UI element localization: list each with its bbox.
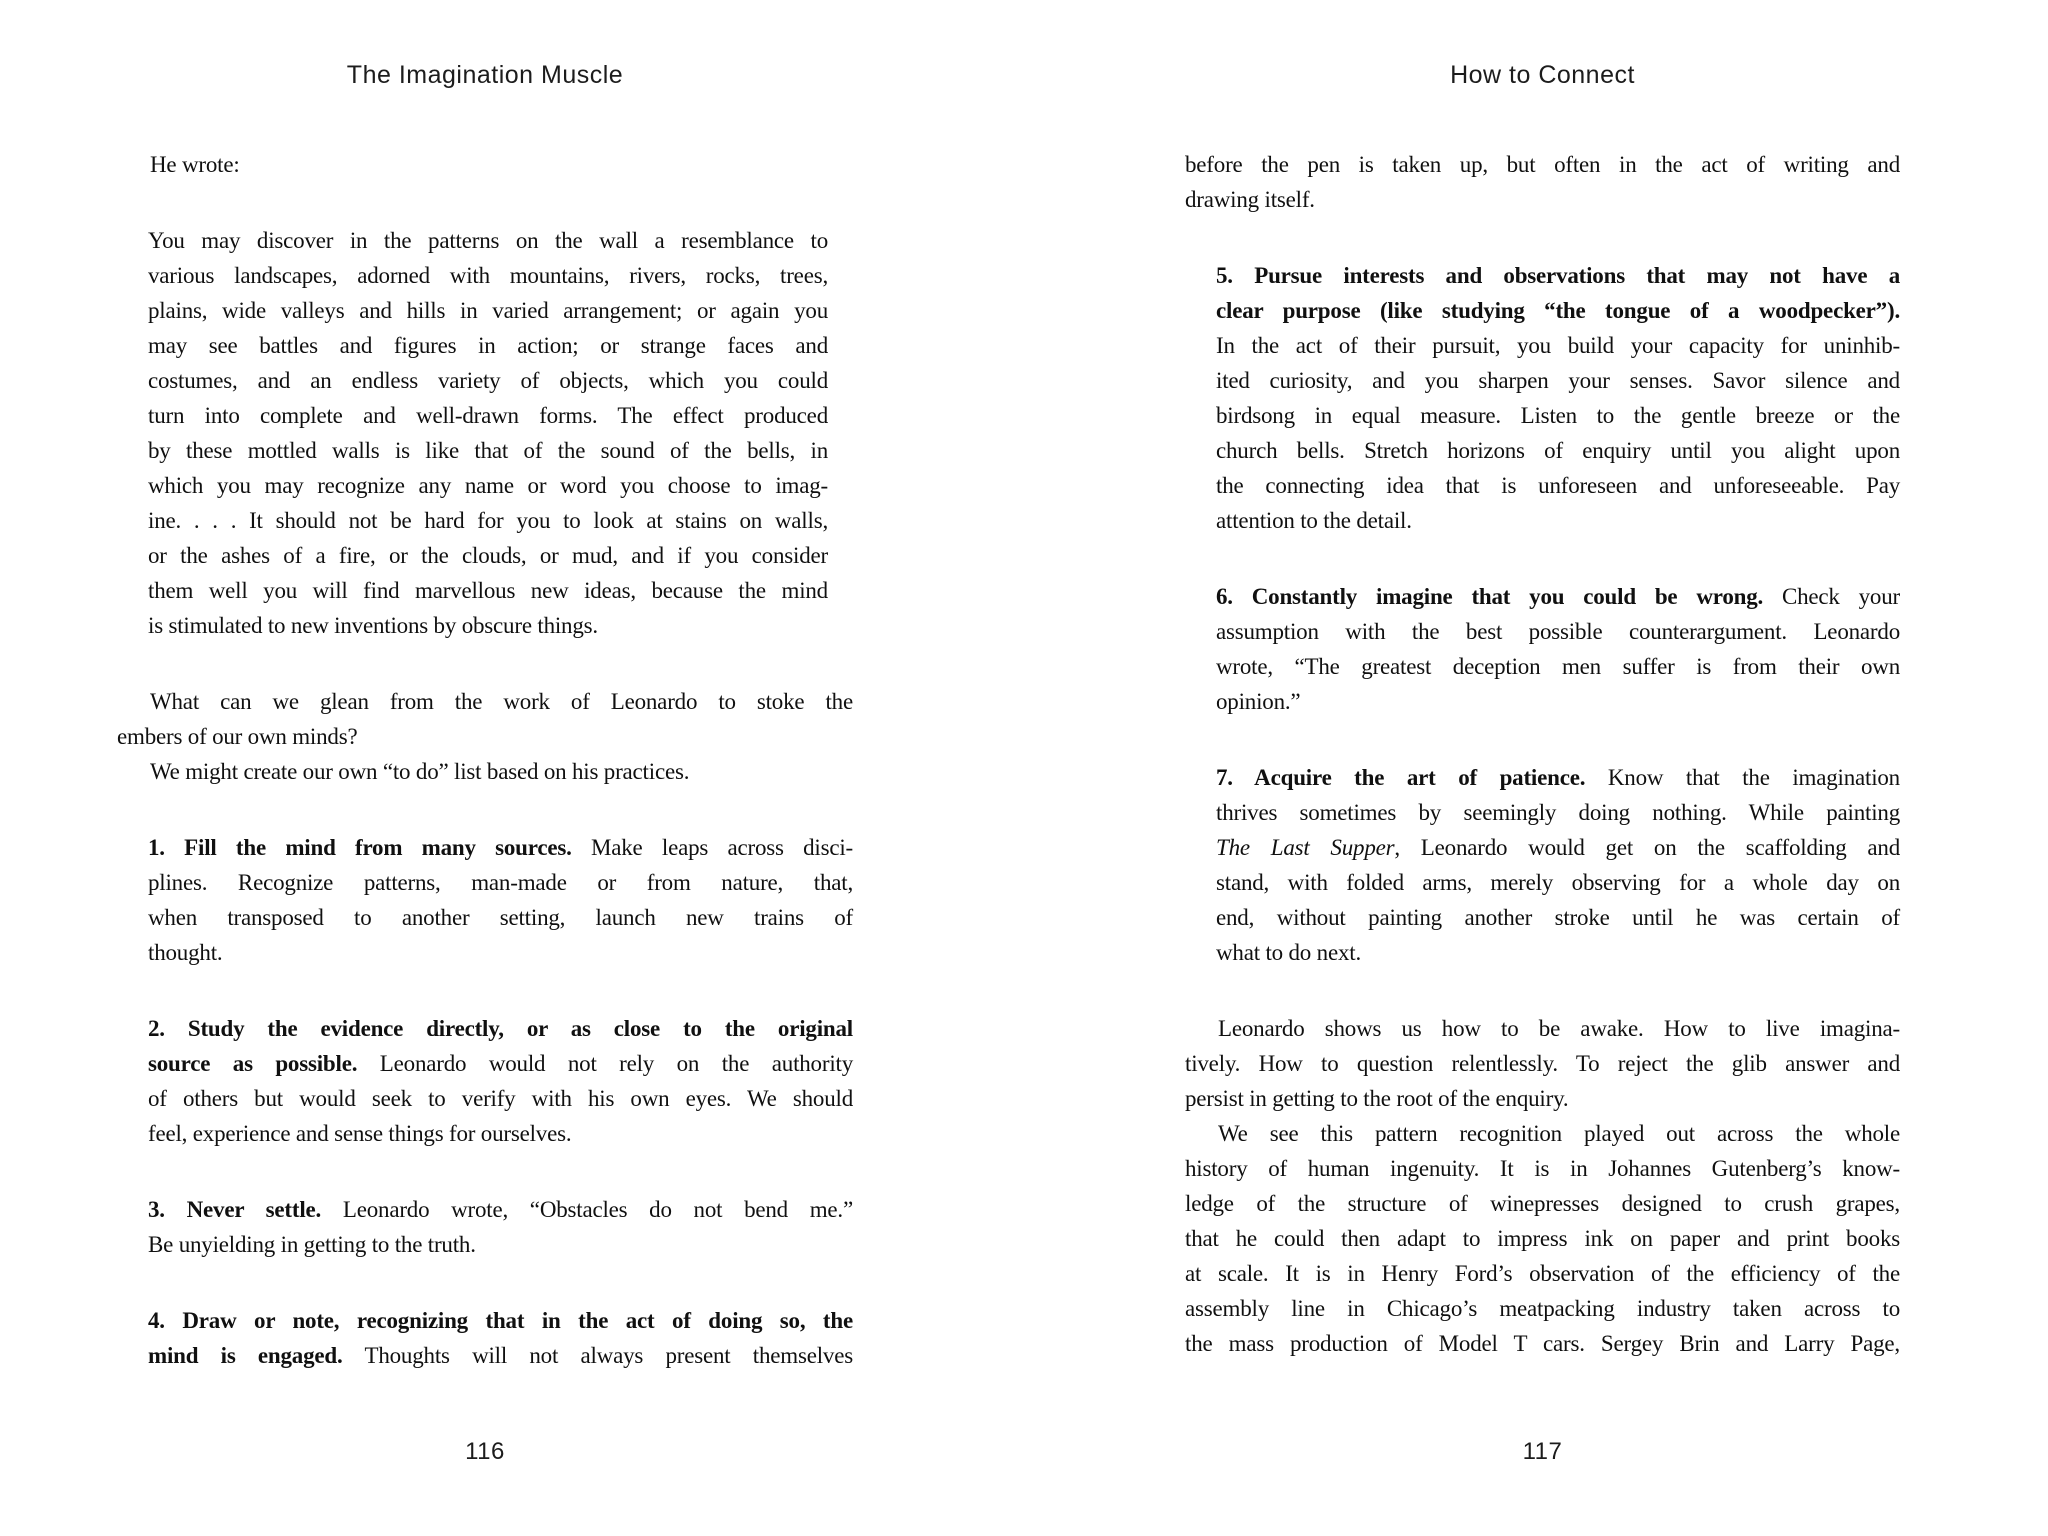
text-line	[148, 433, 828, 468]
text-line	[1216, 398, 1900, 433]
text-line	[148, 573, 828, 608]
text-line	[1185, 1151, 1900, 1186]
text-line	[148, 398, 828, 433]
text-line	[1216, 795, 1900, 830]
body-text: costumes, and an endless variety of objects, which you could	[148, 368, 828, 393]
text-line	[148, 1081, 853, 1116]
text-line	[117, 684, 853, 719]
body-text: We see this pattern recognition played out across the whole	[1218, 1121, 1900, 1146]
text-line	[1216, 503, 1900, 538]
body-text: plines. Recognize patterns, man-made or from nature, that,	[148, 870, 853, 895]
text-line	[1185, 1081, 1900, 1116]
page-number-right: 117	[1522, 1438, 1563, 1465]
text-line	[1216, 433, 1900, 468]
numbered-item	[148, 1303, 853, 1373]
body-text: Check your	[1763, 584, 1900, 609]
text-line	[1185, 1221, 1900, 1256]
text-line	[1216, 649, 1900, 684]
body-text: We might create our own “to do” list based on his practices.	[150, 759, 690, 784]
text-line	[1216, 935, 1900, 970]
body-text: history of human ingenuity. It is in Johannes Gutenberg’s know-	[1185, 1156, 1900, 1181]
numbered-item	[1216, 258, 1900, 538]
text-line	[1216, 363, 1900, 398]
paragraph	[1185, 147, 1900, 217]
text-line	[1216, 293, 1900, 328]
body-text: is stimulated to new inventions by obscure things.	[148, 613, 598, 638]
body-text: before the pen is taken up, but often in the act of writing and	[1185, 152, 1900, 177]
text-line	[1216, 579, 1900, 614]
text-line	[1185, 1046, 1900, 1081]
text-line	[148, 468, 828, 503]
text-line	[1185, 1116, 1900, 1151]
page-number-left: 116	[465, 1438, 505, 1465]
text-line	[148, 935, 853, 970]
text-line	[1216, 684, 1900, 719]
text-line	[148, 328, 828, 363]
text-line	[148, 1192, 853, 1227]
text-line	[148, 363, 828, 398]
text-line	[1216, 328, 1900, 363]
page-right	[1024, 0, 2048, 1536]
paragraph	[1185, 1116, 1900, 1361]
blockquote	[148, 223, 828, 643]
body-text: or the ashes of a fire, or the clouds, or mud, and if you consider	[148, 543, 828, 568]
body-text: You may discover in the patterns on the wall a resemblance to	[148, 228, 828, 253]
text-line	[148, 1116, 853, 1151]
body-text: opinion.”	[1216, 689, 1301, 714]
body-text: He wrote:	[150, 152, 240, 177]
body-text: them well you will find marvellous new ideas, because the mind	[148, 578, 828, 603]
bold-text: 7. Acquire the art of patience.	[1216, 765, 1586, 790]
body-text: Thoughts will not always present themselves	[342, 1343, 853, 1368]
running-head-left	[117, 60, 853, 90]
body-text: by these mottled walls is like that of the sound of the bells, in	[148, 438, 828, 463]
body-text: of others but would seek to verify with his own eyes. We should	[148, 1086, 853, 1111]
text-line	[117, 147, 853, 182]
body-text: various landscapes, adorned with mountains, rivers, rocks, trees,	[148, 263, 828, 288]
bold-text: 5. Pursue interests and observations that may not have a	[1216, 263, 1900, 288]
text-line	[148, 865, 853, 900]
body-text: the mass production of Model T cars. Sergey Brin and Larry Page,	[1185, 1331, 1900, 1356]
text-line	[117, 754, 853, 789]
text-line	[117, 719, 853, 754]
text-line	[1185, 182, 1900, 217]
body-text: when transposed to another setting, launch new trains of	[148, 905, 853, 930]
text-line	[148, 293, 828, 328]
body-text: stand, with folded arms, merely observing for a whole day on	[1216, 870, 1900, 895]
body-text: Know that the imagination	[1585, 765, 1900, 790]
body-text: What can we glean from the work of Leonardo to stoke the	[150, 689, 853, 714]
body-text: birdsong in equal measure. Listen to the gentle breeze or the	[1216, 403, 1900, 428]
body-text: In the act of their pursuit, you build your capacity for uninhib-	[1216, 333, 1900, 358]
text-line	[148, 538, 828, 573]
text-line	[148, 608, 828, 643]
body-text: assumption with the best possible counterargument. Leonardo	[1216, 619, 1900, 644]
text-line	[1185, 1291, 1900, 1326]
body-text: wrote, “The greatest deception men suffer is from their own	[1216, 654, 1900, 679]
text-line	[148, 503, 828, 538]
text-line	[148, 830, 853, 865]
bold-text: 6. Constantly imagine that you could be wrong.	[1216, 584, 1764, 609]
numbered-item	[148, 830, 853, 970]
paragraph	[1185, 1011, 1900, 1116]
body-text: ine. . . . It should not be hard for you to look at stains on walls,	[148, 508, 828, 533]
body-text: which you may recognize any name or word you choose to imag-	[148, 473, 828, 498]
body-text: feel, experience and sense things for ourselves.	[148, 1121, 572, 1146]
running-head-left-text: The Imagination Muscle	[346, 61, 624, 89]
bold-text: source as possible.	[148, 1051, 358, 1076]
body-text: Leonardo would not rely on the authority	[357, 1051, 853, 1076]
paragraph	[117, 684, 853, 754]
text-line	[1216, 900, 1900, 935]
text-line	[1185, 147, 1900, 182]
text-line	[148, 1338, 853, 1373]
numbered-item	[148, 1192, 853, 1262]
text-line	[1216, 830, 1900, 865]
body-text: Be unyielding in getting to the truth.	[148, 1232, 476, 1257]
body-text: tively. How to question relentlessly. To reject the glib answer and	[1185, 1051, 1900, 1076]
body-text: thought.	[148, 940, 223, 965]
body-text: thrives sometimes by seemingly doing nothing. While painting	[1216, 800, 1900, 825]
text-line	[1216, 865, 1900, 900]
text-line	[1216, 760, 1900, 795]
numbered-item	[148, 1011, 853, 1151]
text-line	[148, 1046, 853, 1081]
text-line	[1216, 468, 1900, 503]
text-line	[148, 900, 853, 935]
body-text: ited curiosity, and you sharpen your senses. Savor silence and	[1216, 368, 1900, 393]
body-text: assembly line in Chicago’s meatpacking industry taken across to	[1185, 1296, 1900, 1321]
text-line	[148, 258, 828, 293]
body-text: turn into complete and well-drawn forms. The effect produced	[148, 403, 828, 428]
body-text: Leonardo wrote, “Obstacles do not bend me.”	[321, 1197, 853, 1222]
body-text: persist in getting to the root of the enquiry.	[1185, 1086, 1569, 1111]
body-text: embers of our own minds?	[117, 724, 358, 749]
text-line	[148, 1227, 853, 1262]
body-text: at scale. It is in Henry Ford’s observation of the efficiency of the	[1185, 1261, 1900, 1286]
text-line	[148, 223, 828, 258]
bold-text: mind is engaged.	[148, 1343, 343, 1368]
body-text: , Leonardo would get on the scaffolding and	[1394, 835, 1901, 860]
running-head-right-text: How to Connect	[1450, 61, 1635, 89]
paragraph	[117, 754, 853, 789]
bold-text: 3. Never settle.	[148, 1197, 322, 1222]
body-text: may see battles and figures in action; or strange faces and	[148, 333, 828, 358]
text-line	[148, 1011, 853, 1046]
paragraph	[117, 147, 853, 182]
body-text: attention to the detail.	[1216, 508, 1412, 533]
body-text: drawing itself.	[1185, 187, 1315, 212]
bold-text: 1. Fill the mind from many sources.	[148, 835, 572, 860]
bold-text: clear purpose (like studying “the tongue of a woodpecker”).	[1216, 298, 1900, 323]
bold-text: 2. Study the evidence directly, or as close to the original	[148, 1016, 853, 1041]
body-text: Leonardo shows us how to be awake. How to live imagina-	[1218, 1016, 1900, 1041]
text-line	[1185, 1326, 1900, 1361]
body-text: end, without painting another stroke until he was certain of	[1216, 905, 1900, 930]
text-line	[1185, 1011, 1900, 1046]
body-text: what to do next.	[1216, 940, 1361, 965]
body-text: that he could then adapt to impress ink on paper and print books	[1185, 1226, 1900, 1251]
running-head-right	[1185, 60, 1900, 90]
body-text: plains, wide valleys and hills in varied arrangement; or again you	[148, 298, 828, 323]
text-line	[1216, 614, 1900, 649]
text-line	[148, 1303, 853, 1338]
numbered-item	[1216, 760, 1900, 970]
numbered-item	[1216, 579, 1900, 719]
text-line	[1185, 1256, 1900, 1291]
body-column-left	[117, 147, 853, 1373]
body-text: ledge of the structure of winepresses designed to crush grapes,	[1185, 1191, 1900, 1216]
body-text: the connecting idea that is unforeseen and unforeseeable. Pay	[1216, 473, 1900, 498]
italic-text: The Last Supper	[1216, 835, 1395, 860]
text-line	[1185, 1186, 1900, 1221]
body-column-right	[1185, 147, 1900, 1361]
text-line	[1216, 258, 1900, 293]
bold-text: 4. Draw or note, recognizing that in the act of doing so, the	[148, 1308, 853, 1333]
body-text: Make leaps across disci-	[571, 835, 853, 860]
body-text: church bells. Stretch horizons of enquiry until you alight upon	[1216, 438, 1900, 463]
